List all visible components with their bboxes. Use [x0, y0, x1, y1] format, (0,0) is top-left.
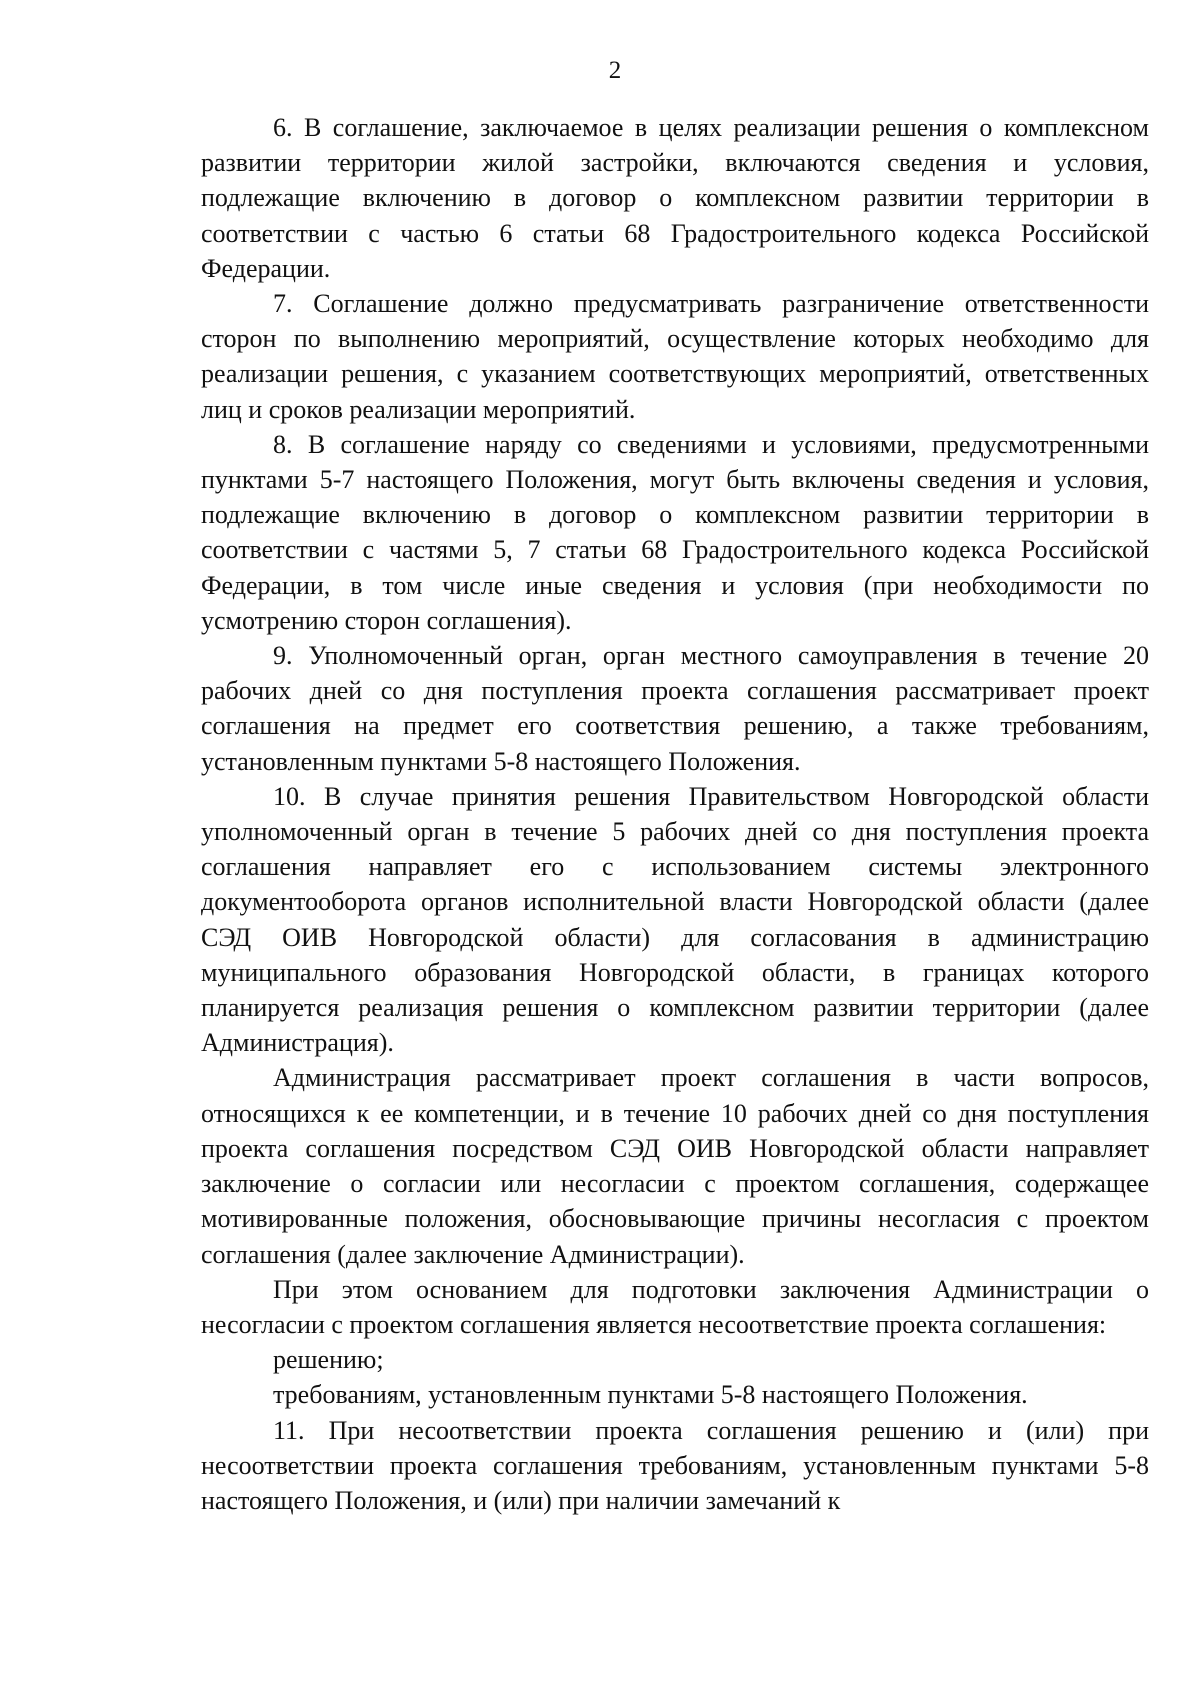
paragraph-6: 6. В соглашение, заключаемое в целях реализации решения о комплексном развитии территории жилой застройки, включаются сведения и условия, подлежащие включению в договор о комплексном развитии территории в соответствии с частью 6 статьи 68 Градостроительного кодекса Российской Федерации.: [201, 113, 1149, 283]
paragraph-10: 10. В случае принятия решения Правительством Новгородской области уполномоченный орган в течение 5 рабочих дней со дня поступления проекта соглашения направляет его с использованием системы электронного документооборота органов исполнительной власти Новгородской области (далее СЭД ОИВ Новгородской области) для согласования в администрацию муниципального образования Новгородской области, в границах которого планируется реализация решения о комплексном развитии территории (далее Администрация).: [201, 781, 1149, 1058]
paragraph-11: 11. При несоответствии проекта соглашения решению и (или) при несоответствии проекта соглашения требованиям, установленным пунктами 5-8 настоящего Положения, и (или) при наличии замечаний к: [201, 1415, 1149, 1515]
document-body: [201, 110, 1149, 1518]
paragraph-grounds-for-disagreement: При этом основанием для подготовки заключения Администрации о несогласии с проектом соглашения является несоответствие проекта соглашения:: [201, 1274, 1149, 1339]
paragraph-9: 9. Уполномоченный орган, орган местного самоуправления в течение 20 рабочих дней со дня поступления проекта соглашения рассматривает проект соглашения на предмет его соответствия решению, а также требованиям, установленным пунктами 5-8 настоящего Положения.: [201, 641, 1149, 776]
list-item-requirements: требованиям, установленным пунктами 5-8 настоящего Положения.: [273, 1380, 1028, 1410]
paragraph-administration-review: Администрация рассматривает проект соглашения в части вопросов, относящихся к ее компетенции, и в течение 10 рабочих дней со дня поступления проекта соглашения посредством СЭД ОИВ Новгородской области направляет заключение о согласии или несогласии с проектом соглашения, содержащее мотивированные положения, обосновывающие причины несогласия с проектом соглашения (далее заключение Администрации).: [201, 1063, 1149, 1269]
paragraph-7: 7. Соглашение должно предусматривать разграничение ответственности сторон по выполнению мероприятий, осуществление которых необходимо для реализации решения, с указанием соответствующих мероприятий, ответственных лиц и сроков реализации мероприятий.: [201, 289, 1149, 424]
list-item-decision: решению;: [273, 1345, 384, 1375]
paragraph-8: 8. В соглашение наряду со сведениями и условиями, предусмотренными пунктами 5-7 настоящего Положения, могут быть включены сведения и условия, подлежащие включению в договор о комплексном развитии территории в соответствии с частями 5, 7 статьи 68 Градостроительного кодекса Российской Федерации, в том числе иные сведения и условия (при необходимости по усмотрению сторон соглашения).: [201, 429, 1149, 635]
page-number: 2: [608, 57, 622, 84]
